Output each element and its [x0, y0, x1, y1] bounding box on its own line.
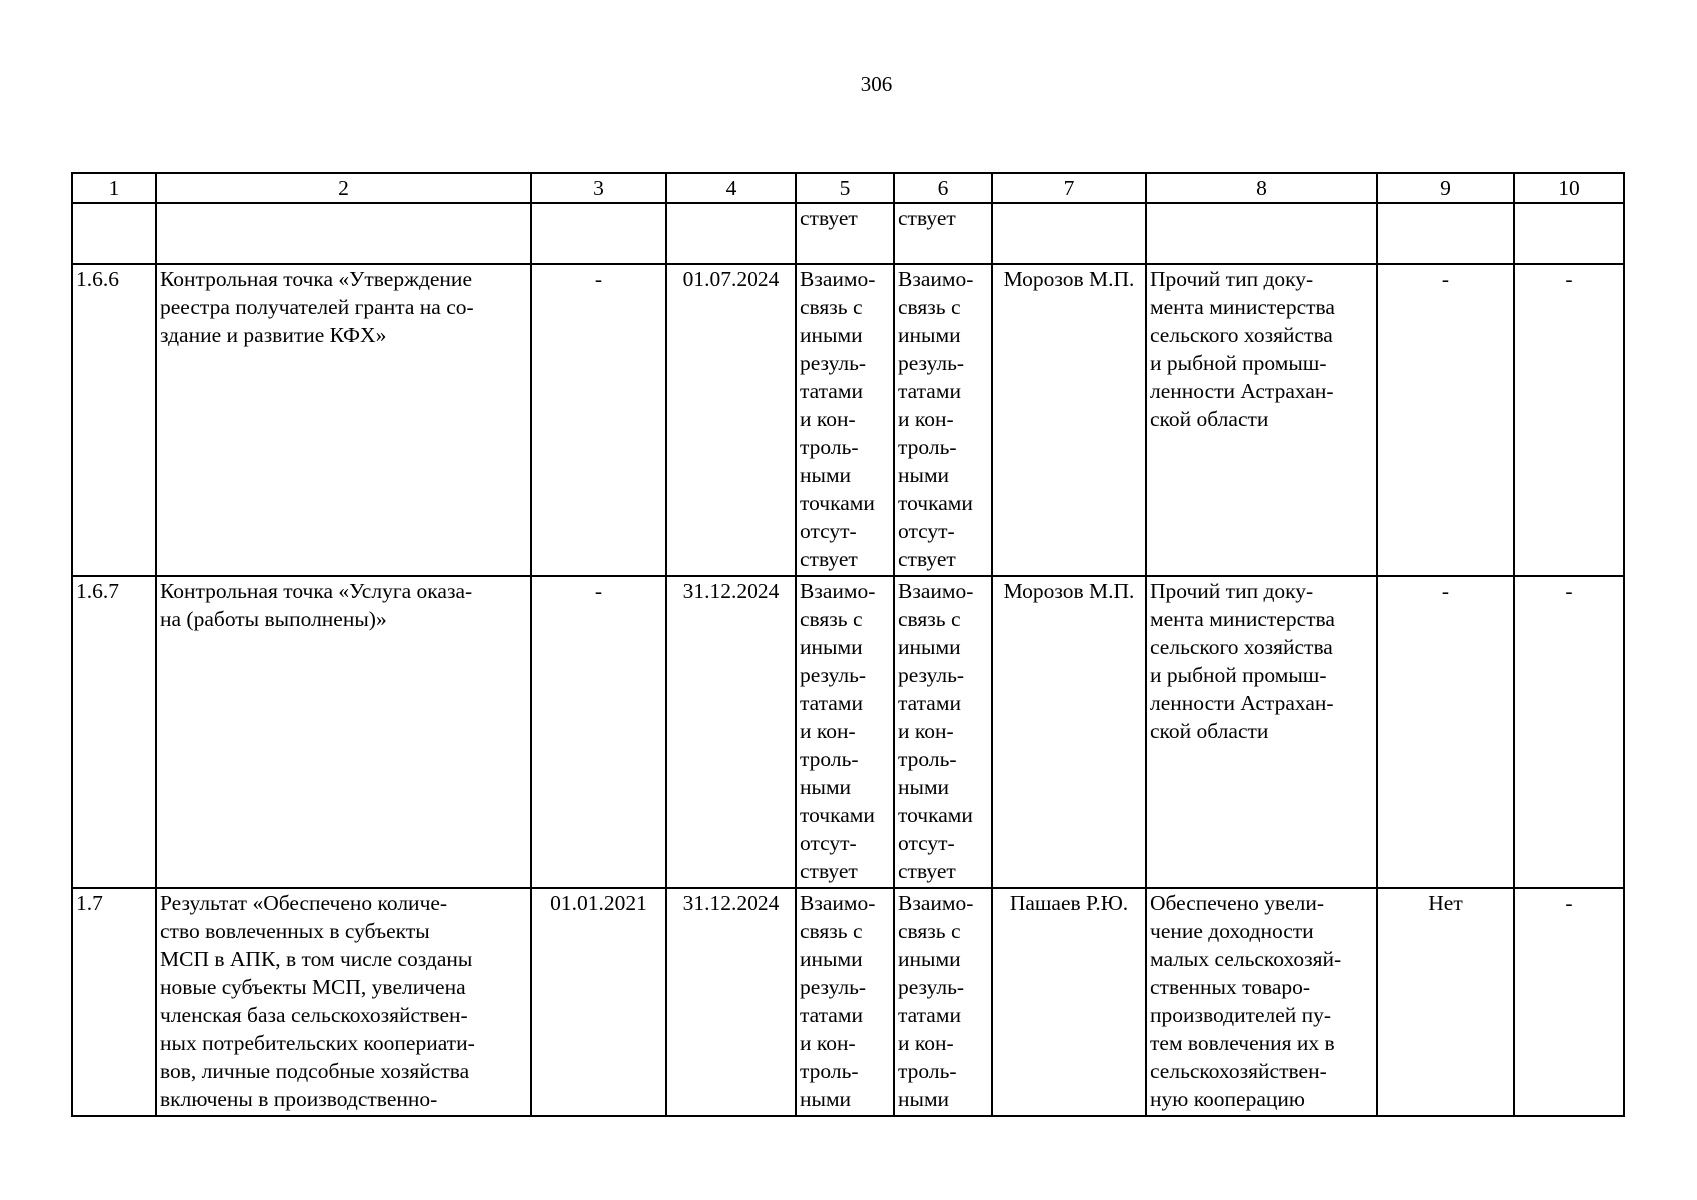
name-cell: Результат «Обеспечено количе- ство вовлеченных в субъекты МСП в АПК, в том числе созданы новые субъекты МСП, увеличена членская база сельскохозяйствен- ных потребительских коопериати- вов, личные подсобные хозяйства включены в производственно- [156, 888, 531, 1116]
predecessor-cell: Взаимо- связь с иными резуль- татами и кон- троль- ными точками отсут- ствует [796, 264, 894, 576]
column-number: 7 [992, 173, 1146, 203]
column-10-cell [1514, 203, 1624, 264]
name-cell [156, 203, 531, 264]
start-date-cell: - [531, 264, 666, 576]
table-row [72, 888, 1624, 1116]
column-number: 1 [72, 173, 156, 203]
responsible-cell: Пашаев Р.Ю. [992, 888, 1146, 1116]
successor-cell: ствует [894, 203, 992, 264]
results-table [71, 172, 1625, 1117]
column-9-cell: Нет [1377, 888, 1514, 1116]
successor-cell: Взаимо- связь с иными резуль- татами и кон- троль- ными точками отсут- ствует [894, 576, 992, 888]
start-date-cell [531, 203, 666, 264]
column-number: 6 [894, 173, 992, 203]
column-9-cell: - [1377, 576, 1514, 888]
predecessor-cell: ствует [796, 203, 894, 264]
responsible-cell: Морозов М.П. [992, 576, 1146, 888]
successor-cell: Взаимо- связь с иными резуль- татами и кон- троль- ными [894, 888, 992, 1116]
column-9-cell: - [1377, 264, 1514, 576]
column-10-cell: - [1514, 576, 1624, 888]
column-number: 9 [1377, 173, 1514, 203]
column-number: 4 [666, 173, 796, 203]
document-cell [1146, 203, 1377, 264]
document-cell: Прочий тип доку- мента министерства сельского хозяйства и рыбной промыш- ленности Астрахан- ской области [1146, 264, 1377, 576]
row-number-cell [72, 203, 156, 264]
row-number-cell: 1.7 [72, 888, 156, 1116]
row-number-cell: 1.6.6 [72, 264, 156, 576]
responsible-cell [992, 203, 1146, 264]
end-date-cell: 31.12.2024 [666, 888, 796, 1116]
column-number: 5 [796, 173, 894, 203]
name-cell: Контрольная точка «Утверждение реестра получателей гранта на со- здание и развитие КФХ» [156, 264, 531, 576]
row-number-cell: 1.6.7 [72, 576, 156, 888]
table-row [72, 264, 1624, 576]
name-cell: Контрольная точка «Услуга оказа- на (работы выполнены)» [156, 576, 531, 888]
column-number: 2 [156, 173, 531, 203]
end-date-cell: 01.07.2024 [666, 264, 796, 576]
page-number: 306 [860, 72, 893, 96]
end-date-cell: 31.12.2024 [666, 576, 796, 888]
table-header-row [72, 173, 1624, 203]
column-number: 3 [531, 173, 666, 203]
column-10-cell: - [1514, 888, 1624, 1116]
column-9-cell [1377, 203, 1514, 264]
table-row [72, 203, 1624, 264]
document-cell: Прочий тип доку- мента министерства сельского хозяйства и рыбной промыш- ленности Астрахан- ской области [1146, 576, 1377, 888]
column-number: 10 [1514, 173, 1624, 203]
predecessor-cell: Взаимо- связь с иными резуль- татами и кон- троль- ными точками отсут- ствует [796, 576, 894, 888]
column-number: 8 [1146, 173, 1377, 203]
end-date-cell [666, 203, 796, 264]
predecessor-cell: Взаимо- связь с иными резуль- татами и кон- троль- ными [796, 888, 894, 1116]
responsible-cell: Морозов М.П. [992, 264, 1146, 576]
column-10-cell: - [1514, 264, 1624, 576]
start-date-cell: 01.01.2021 [531, 888, 666, 1116]
start-date-cell: - [531, 576, 666, 888]
document-cell: Обеспечено увели- чение доходности малых сельскохозяй- ственных товаро- производителей пу- тем вовлечения их в сельскохозяйствен- ную кооперацию [1146, 888, 1377, 1116]
table-row [72, 576, 1624, 888]
successor-cell: Взаимо- связь с иными резуль- татами и кон- троль- ными точками отсут- ствует [894, 264, 992, 576]
